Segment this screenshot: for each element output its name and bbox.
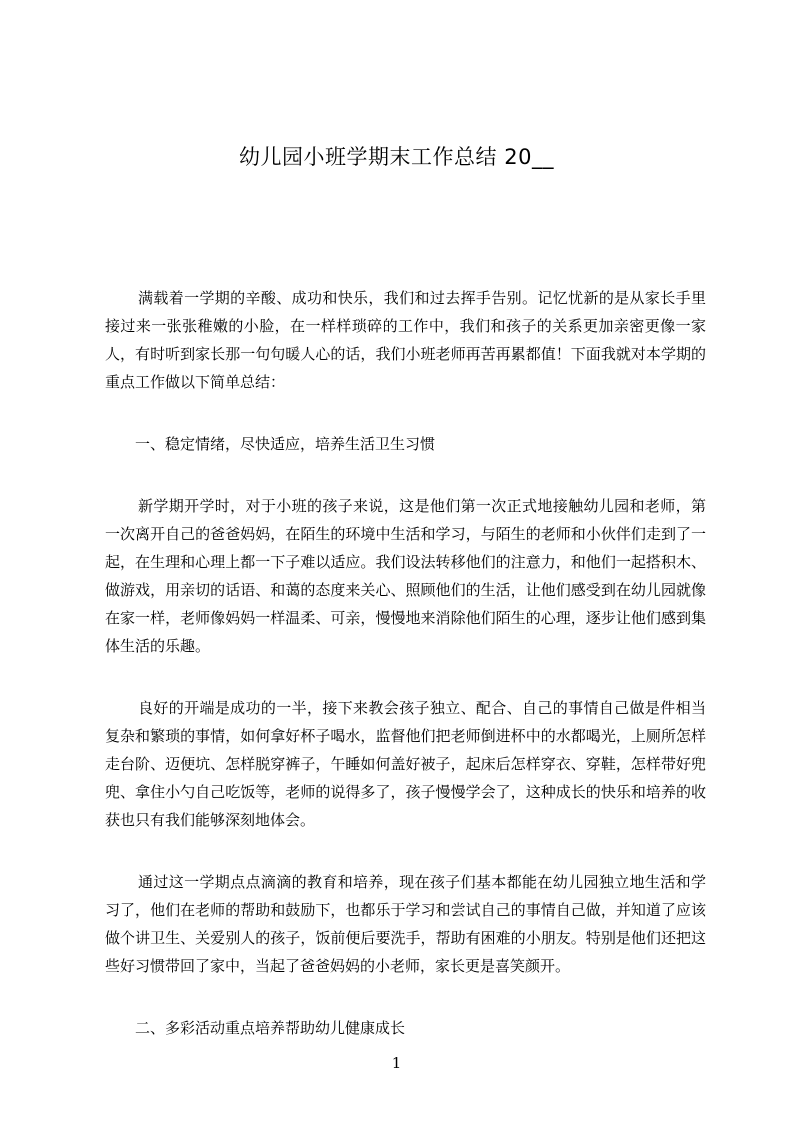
document-title: 幼儿园小班学期末工作总结 20__ <box>239 145 554 169</box>
document-body <box>105 284 706 1076</box>
section-heading-2: 二、多彩活动重点培养帮助幼儿健康成长 <box>135 1019 406 1037</box>
section-heading-1: 一、稳定情绪，尽快适应，培养生活卫生习惯 <box>135 435 436 453</box>
section-1-paragraph-1: 新学期开学时，对于小班的孩子来说，这是他们第一次正式地接触幼儿园和老师，第一次离开自己的爸爸妈妈，在陌生的环境中生活和学习，与陌生的老师和小伙伴们走到了一起，在生理和心理上都一下子难以适应。我们设法转移他们的注意力，和他们一起搭积木、做游戏，用亲切的话语、和蔼的态度来关心、照顾他们的生活，让他们感受到在幼儿园就像在家一样，老师像妈妈一样温柔、可亲，慢慢地来消除他们陌生的心理，逐步让他们感到集体生活的乐趣。 <box>105 497 706 655</box>
section-1-paragraph-3: 通过这一学期点点滴滴的教育和培养，现在孩子们基本都能在幼儿园独立地生活和学习了，他们在老师的帮助和鼓励下，也都乐于学习和尝试自己的事情自己做，并知道了应该做个讲卫生、关爱别人的孩子，饭前便后要洗手，帮助有困难的小朋友。特别是他们还把这些好习惯带回了家中，当起了爸爸妈妈的小老师，家长更是喜笑颜开。 <box>105 873 706 975</box>
section-1-paragraph-2: 良好的开端是成功的一半，接下来教会孩子独立、配合、自己的事情自己做是件相当复杂和繁琐的事情，如何拿好杯子喝水，监督他们把老师倒进杯中的水都喝光，上厕所怎样走台阶、迈便坑、怎样脱穿裤子，午睡如何盖好被子，起床后怎样穿衣、穿鞋，怎样带好兜兜、拿住小勺自己吃饭等，老师的说得多了，孩子慢慢学会了，这种成长的快乐和培养的收获也只有我们能够深刻地体会。 <box>105 699 706 829</box>
page-number: 1 <box>391 1054 402 1072</box>
intro-paragraph: 满载着一学期的辛酸、成功和快乐，我们和过去挥手告别。记忆忧新的是从家长手里接过来一张张稚嫩的小脸，在一样样琐碎的工作中，我们和孩子的关系更加亲密更像一家人，有时听到家长那一句句暖人心的话，我们小班老师再苦再累都值！下面我就对本学期的重点工作做以下简单总结： <box>105 289 706 391</box>
